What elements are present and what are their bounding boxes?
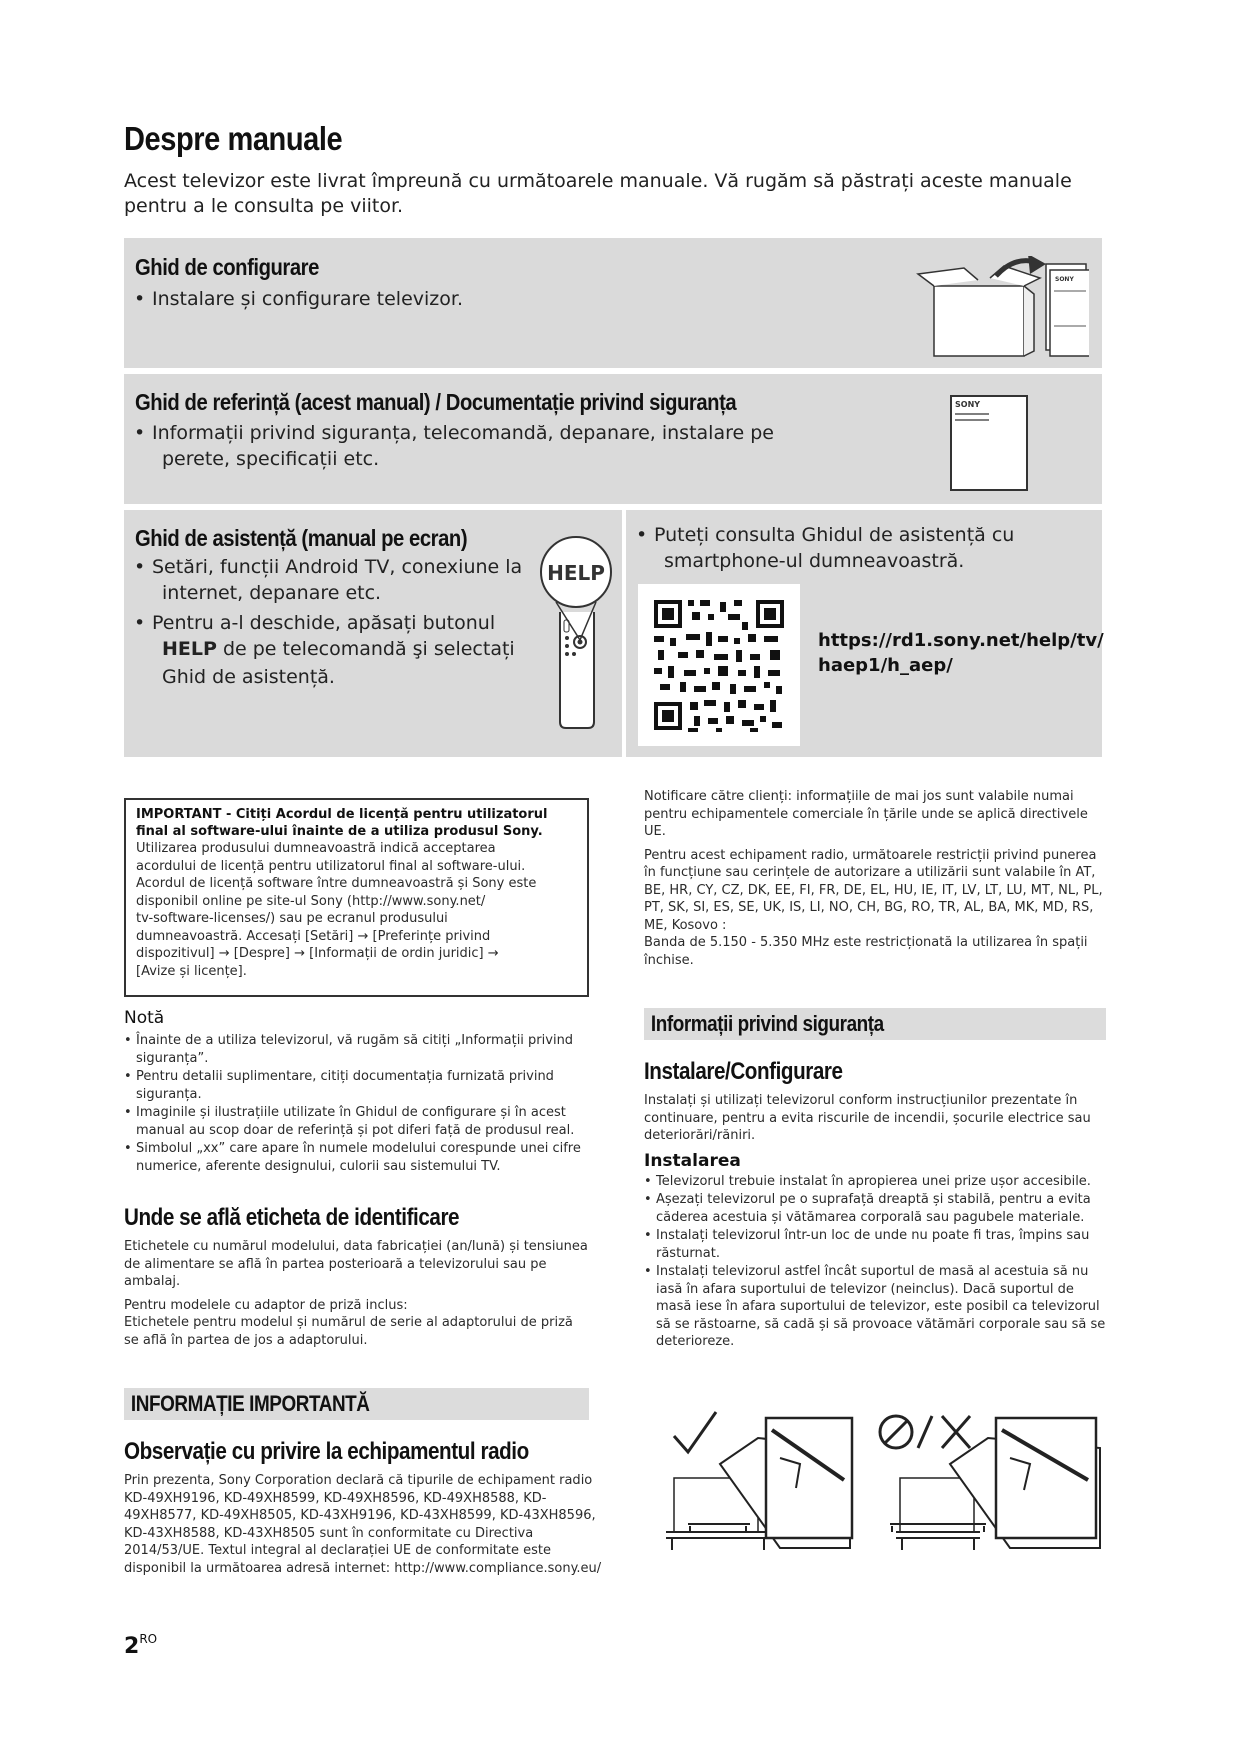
license-line: [Avize și licențe]. bbox=[136, 963, 247, 979]
customer-notice-para1: Notificare către clienți: informațiile de mai jos sunt valabile numai pentru echipamentele comerciale în țările unde se aplică directivele UE. bbox=[644, 789, 1088, 839]
setup-guide-bullet: • Instalare și configurare televizor. bbox=[134, 288, 463, 310]
box-to-manual-icon bbox=[904, 256, 1089, 360]
help-smartphone-box bbox=[626, 510, 1102, 757]
customer-notice-para3: Banda de 5.150 - 5.350 MHz este restricționată la utilizarea în spații închise. bbox=[644, 935, 1088, 968]
setup-guide-title: Ghid de configurare bbox=[135, 254, 319, 280]
license-line: Acordul de licență software între dumneavoastră și Sony este bbox=[136, 876, 537, 891]
reference-brand-label: SONY bbox=[955, 400, 981, 409]
qr-code-box[interactable] bbox=[638, 584, 800, 746]
safety-item: • Instalați televizorul într-un loc de unde nu poate fi tras, împins sau răsturnat. bbox=[644, 1227, 1112, 1262]
note-title: Notă bbox=[124, 1008, 165, 1028]
label-section bbox=[124, 1204, 589, 1349]
reference-guide-bullet: • Informații privind siguranța, telecomandă, depanare, instalare pe perete, specificații etc. bbox=[134, 422, 774, 470]
important-info-bar-label: INFORMAȚIE IMPORTANTĂ bbox=[130, 1391, 370, 1416]
reference-guide-title: Ghid de referință (acest manual) / Documentație privind siguranța bbox=[135, 389, 737, 415]
safety-item: • Televizorul trebuie instalat în apropierea unei prize ușor accesibile. bbox=[644, 1173, 1112, 1191]
radio-section bbox=[124, 1438, 604, 1577]
note-item: • Pentru detalii suplimentare, citiți documentația furnizată privind siguranța. bbox=[124, 1068, 589, 1103]
note-item: • Înainte de a utiliza televizorul, vă rugăm să citiți „Informații privind siguranța”. bbox=[124, 1032, 589, 1067]
note-item: • Imaginile și ilustrațiile utilizate în Ghidul de configurare și în acest manual au scop doar de referință și pot diferi față de produsul real. bbox=[124, 1104, 589, 1139]
license-line: disponibil online pe site-ul Sony (http://www.sony.net/ bbox=[136, 893, 486, 909]
radio-section-text: Prin prezenta, Sony Corporation declară că tipurile de echipament radio KD-49XH9196, KD-49XH8599, KD-49XH8596, KD-49XH8588, KD-49XH8577, KD-49XH8505, KD-43XH9196, KD-43XH8599, KD-43XH8596, KD-43XH8588, KD-43XH8505 sunt în conformitate cu Directiva 2014/53/UE. Textul integral al declarației UE de conformitate este disponibil la următoarea adresă internet: http://www.compliance.sony.eu/ bbox=[124, 1473, 602, 1576]
setup-brand-label: SONY bbox=[1055, 276, 1074, 283]
license-heading-line1: IMPORTANT - Citiți Acordul de licență pentru utilizatorul bbox=[136, 807, 548, 822]
radio-section-title: Observație cu privire la echipamentul radio bbox=[124, 1438, 529, 1465]
reference-guide-box bbox=[124, 374, 1102, 504]
help-url[interactable]: https://rd1.sony.net/help/tv/ haep1/h_aep/ bbox=[818, 630, 1104, 676]
safety-item: • Instalați televizorul astfel încât suportul de masă al acestuia să nu iasă în afara suportului de televizor (neinclus). Dacă suportul de masă iese în afara suportului de televizor, este posibil ca televizorul să se răstoarne, să cadă și să provoace vătămări corporale sau să se deterioreze. bbox=[644, 1263, 1112, 1351]
license-line: dumneavoastră. Accesați [Setări] → [Preferințe privind bbox=[136, 928, 491, 944]
license-line: dispozitivul] → [Despre] → [Informații de ordin juridic] → bbox=[136, 946, 499, 961]
safety-bar bbox=[644, 1008, 1106, 1040]
label-para2-line2: Etichetele pentru modelul și numărul de serie al adaptorului de priză se află în partea de jos a adaptorului. bbox=[124, 1315, 573, 1348]
help-button-label: HELP bbox=[547, 561, 605, 585]
safety-title: Instalare/Configurare bbox=[644, 1058, 843, 1085]
license-line: Utilizarea produsului dumneavoastră indică acceptarea bbox=[136, 841, 496, 856]
license-box bbox=[124, 798, 589, 997]
safety-bar-label: Informații privind siguranța bbox=[650, 1011, 884, 1036]
safety-section bbox=[644, 1058, 1112, 1352]
help-smartphone-text: • Puteți consulta Ghidul de asistență cu smartphone-ul dumneavoastră. bbox=[636, 524, 1015, 572]
note-section bbox=[124, 1008, 589, 1176]
setup-guide-box bbox=[124, 238, 1102, 368]
help-guide-title: Ghid de asistență (manual pe ecran) bbox=[135, 525, 468, 551]
tv-stand-correct-icon bbox=[660, 1408, 860, 1560]
label-para2-line1: Pentru modelele cu adaptor de priză inclus: bbox=[124, 1297, 408, 1313]
label-section-title: Unde se află eticheta de identificare bbox=[124, 1204, 460, 1231]
safety-intro: Instalați și utilizați televizorul conform instrucțiunilor prezentate în continuare, pentru a evita riscurile de incendii, șocurile electrice sau deteriorări/răniri. bbox=[644, 1093, 1091, 1143]
help-guide-box bbox=[124, 510, 622, 757]
license-heading-line2: final al software-ului înainte de a utiliza produsul Sony. bbox=[136, 824, 543, 839]
important-info-bar bbox=[124, 1388, 589, 1420]
help-guide-bullets: • Setări, funcții Android TV, conexiune la internet, depanare etc. • Pentru a-l deschide, apăsați butonul HELP de pe telecomandă şi selectați Ghid de asistență. bbox=[134, 556, 523, 688]
note-item: • Simbolul „xx” care apare în numele modelului corespunde unei cifre numerice, aferente designului, culorii sau sistemului TV. bbox=[124, 1140, 589, 1175]
customer-notice bbox=[644, 788, 1112, 969]
customer-notice-para2: Pentru acest echipament radio, următoarele restricții privind punerea în funcțiune sau cerințele de autorizare a utilizării sunt valabile în AT, BE, HR, CY, CZ, DK, EE, FI, FR, DE, EL, HU, IE, IT, LV, LT, LU, MT, NL, PL, PT, SK, SI, ES, SE, UK, IS, LI, NO, CH, BG, RO, TR, AL, BA, MK, MD, RS, ME, Kosovo : bbox=[644, 847, 1103, 933]
page-title: Despre manuale bbox=[124, 120, 343, 157]
manual-book-icon bbox=[949, 394, 1031, 494]
label-para1: Etichetele cu numărul modelului, data fabricației (an/lună) și tensiunea de alimentare se află în partea posterioară a televizorului sau pe ambalaj. bbox=[124, 1239, 588, 1289]
page-intro: Acest televizor este livrat împreună cu următoarele manuale. Vă rugăm să păstrați aceste manuale pentru a le consulta pe viitor. bbox=[124, 170, 1072, 217]
page-number: $2^{RO}$ bbox=[124, 1632, 158, 1659]
qr-code-icon bbox=[638, 584, 800, 746]
remote-control-icon bbox=[536, 532, 616, 732]
safety-item: • Așezați televizorul pe o suprafață dreaptă și stabilă, pentru a evita căderea acestuia și vătămarea corporală sau pagubele materiale. bbox=[644, 1191, 1112, 1226]
tv-stand-incorrect-icon bbox=[870, 1408, 1110, 1560]
license-line: acordului de licență pentru utilizatorul final al software-ului. bbox=[136, 858, 526, 874]
safety-subtitle: Instalarea bbox=[644, 1150, 741, 1171]
license-line: tv-software-licenses/) sau pe ecranul produsului bbox=[136, 911, 448, 926]
